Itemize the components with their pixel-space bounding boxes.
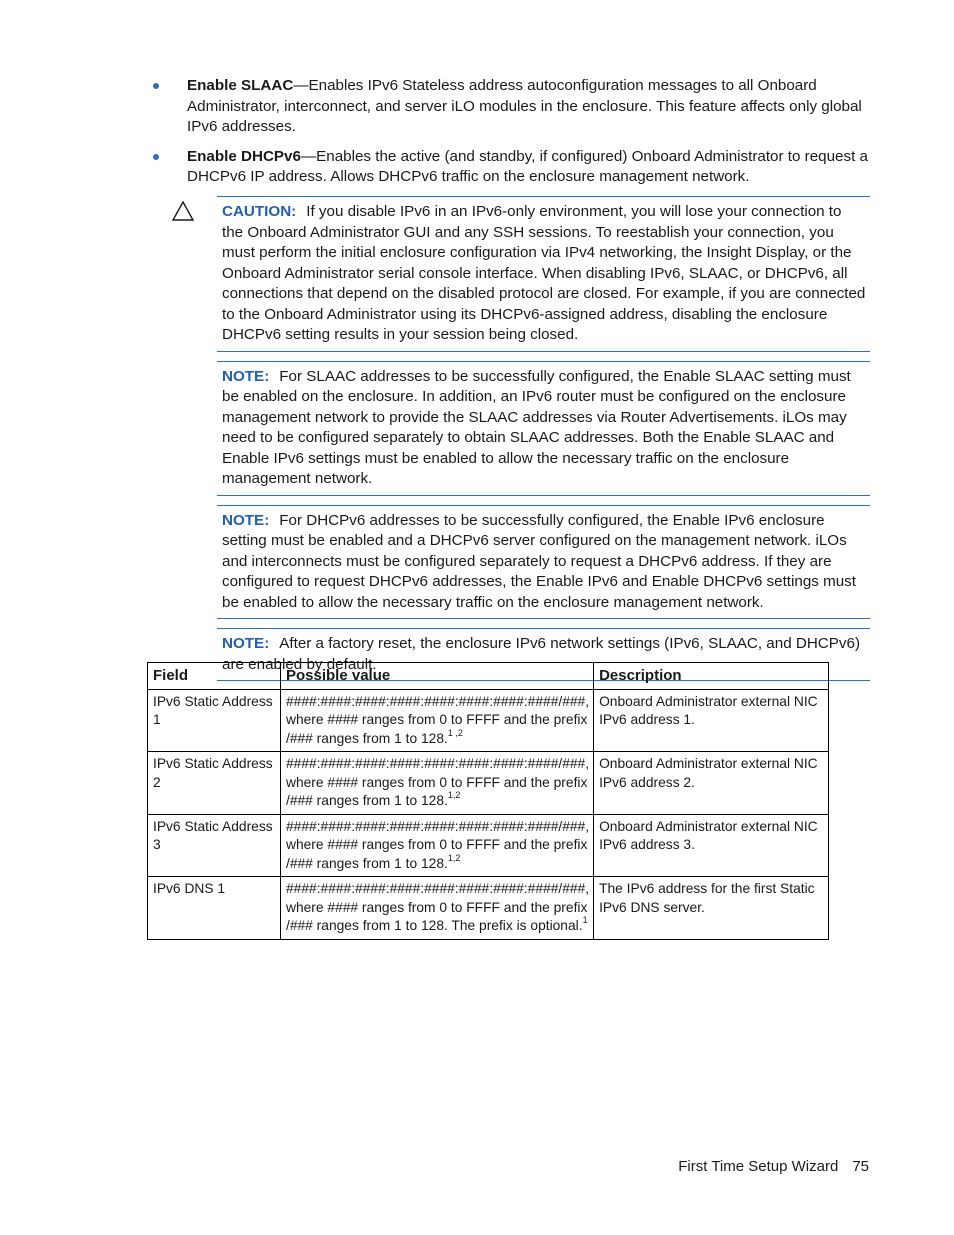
- header-description: Description: [594, 663, 829, 690]
- cell-field: IPv6 Static Address 2: [148, 752, 281, 815]
- value-text: ####:####:####:####:####:####:####:####/###, where #### ranges from 0 to FFFF and the prefix /### ranges from 1 to 128.: [286, 756, 590, 808]
- header-possible-value: Possible value: [281, 663, 594, 690]
- value-text: ####:####:####:####:####:####:####:####/###, where #### ranges from 0 to FFFF and the prefix /### ranges from 1 to 128.: [286, 693, 590, 746]
- table-header-row: [148, 663, 829, 690]
- bullet-dot-icon: [153, 154, 159, 160]
- cell-value: [281, 689, 594, 752]
- footnote-ref: 1,2: [447, 852, 461, 863]
- cell-field: IPv6 Static Address 3: [148, 814, 281, 877]
- footnote-ref: 1 ,2: [447, 727, 463, 738]
- bullet-term: Enable SLAAC: [187, 77, 294, 94]
- bullet-item-enable-dhcpv6: [150, 147, 870, 188]
- footnote-ref: 1: [582, 915, 588, 926]
- footer-section-title: First Time Setup Wizard: [678, 1158, 839, 1175]
- cell-value: [281, 814, 594, 877]
- caution-label: CAUTION:: [222, 203, 297, 220]
- cell-description: Onboard Administrator external NIC IPv6 address 3.: [594, 814, 829, 877]
- header-field: Field: [148, 663, 281, 690]
- cell-description: Onboard Administrator external NIC IPv6 address 2.: [594, 752, 829, 815]
- ipv6-settings-table: [147, 662, 829, 940]
- bullet-list: [150, 76, 870, 197]
- note-box-dhcpv6: [217, 505, 870, 620]
- page-footer: [678, 1158, 869, 1175]
- bullet-text: —Enables the active (and standby, if configured) Onboard Administrator to request a DHCPv6 IP address. Allows DHCPv6 traffic on the enclosure management network.: [187, 147, 868, 185]
- value-text: ####:####:####:####:####:####:####:####/###, where #### ranges from 0 to FFFF and the prefix /### ranges from 1 to 128.: [286, 818, 590, 871]
- cell-value: [281, 752, 594, 815]
- note-text: For DHCPv6 addresses to be successfully configured, the Enable IPv6 enclosure setting must be enabled and a DHCPv6 server configured on the management network. iLOs and interconnects must be configured separately to request a DHCPv6 address. If they are configured to request DHCPv6 addresses, the Enable IPv6 and Enable DHCPv6 settings must be enabled to allow the necessary traffic on the enclosure management network.: [222, 511, 856, 611]
- table-row: [148, 814, 829, 877]
- bullet-item-enable-slaac: [150, 76, 870, 138]
- note-label: NOTE:: [222, 511, 270, 529]
- footnote-ref: 1,2: [447, 790, 461, 801]
- table-row: [148, 877, 829, 940]
- table-row: [148, 752, 829, 815]
- caution-text: If you disable IPv6 in an IPv6-only environment, you will lose your connection to the Onboard Administrator GUI and any SSH sessions. To reestablish your connection, you must perform the initial enclosure configuration via IPv4 networking, the Insight Display, or the Onboard Administrator serial console interface. When disabling IPv6, SLAAC, or DHCPv6, all connections that depend on the disabled protocol are closed. For example, if you are connected to the Onboard Administrator using its DHCPv6-assigned address, disabling the enclosure DHCPv6 setting results in your session being closed.: [222, 203, 866, 343]
- note-label: NOTE:: [222, 367, 270, 385]
- bullet-term: Enable DHCPv6: [187, 147, 301, 165]
- caution-triangle-icon: [172, 201, 194, 221]
- note-text: After a factory reset, the enclosure IPv6 network settings (IPv6, SLAAC, and DHCPv6) are enabled by default.: [222, 635, 861, 673]
- bullet-dot-icon: [153, 83, 159, 89]
- caution-box: [217, 196, 870, 352]
- admonition-list: [217, 196, 870, 690]
- note-text: For SLAAC addresses to be successfully configured, the Enable SLAAC setting must be enabled on the enclosure. In addition, an IPv6 router must be configured on the enclosure management network to provide the SLAAC addresses via Router Advertisements. iLOs may need to be configured separately to obtain SLAAC addresses. Both the Enable SLAAC and Enable IPv6 settings must be enabled to allow the necessary traffic on the enclosure management network.: [222, 367, 851, 487]
- table-row: [148, 689, 829, 752]
- bullet-text: —Enables IPv6 Stateless address autoconfiguration messages to all Onboard Administrator, interconnect, and server iLO modules in the enclosure. This feature affects only global IPv6 addresses.: [187, 77, 862, 135]
- note-box-slaac: [217, 361, 870, 496]
- cell-field: IPv6 DNS 1: [148, 877, 281, 940]
- cell-value: [281, 877, 594, 940]
- cell-field: IPv6 Static Address 1: [148, 689, 281, 752]
- cell-description: The IPv6 address for the first Static IPv6 DNS server.: [594, 877, 829, 940]
- note-label: NOTE:: [222, 635, 270, 652]
- value-text: ####:####:####:####:####:####:####:####/###, where #### ranges from 0 to FFFF and the prefix /### ranges from 1 to 128. The prefix is optional.: [286, 881, 590, 933]
- page-number: 75: [852, 1158, 869, 1175]
- cell-description: Onboard Administrator external NIC IPv6 address 1.: [594, 689, 829, 752]
